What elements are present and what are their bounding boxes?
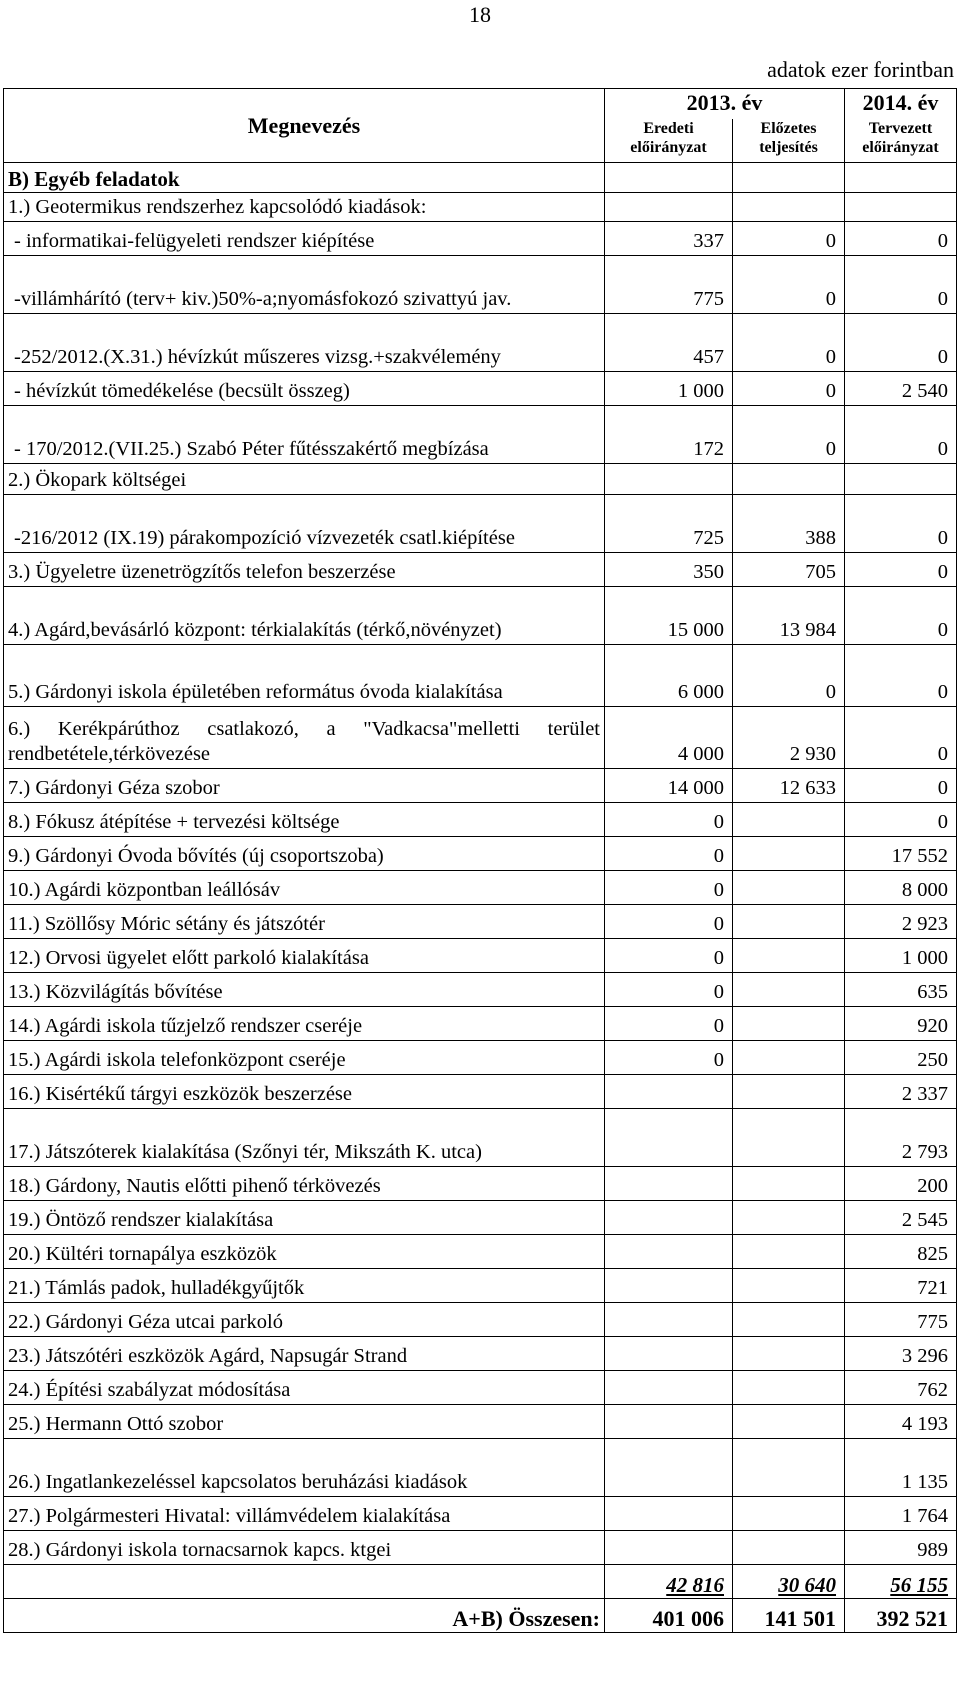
cell-tervezett-2014: 0 xyxy=(845,803,957,837)
cell-elozetes-2013: 12 633 xyxy=(733,769,845,803)
cell-eredeti-2013: 14 000 xyxy=(605,769,733,803)
row-label: 1.) Geotermikus rendszerhez kapcsolódó kiadások: xyxy=(4,193,605,222)
row-label: 23.) Játszótéri eszközök Agárd, Napsugár Strand xyxy=(4,1337,605,1371)
header-tervezett: Tervezett előirányzat xyxy=(845,119,957,163)
cell-elozetes-2013 xyxy=(733,464,845,495)
total-a: 401 006 xyxy=(605,1599,733,1633)
table-row xyxy=(4,495,957,553)
cell-tervezett-2014: 0 xyxy=(845,222,957,256)
cell-tervezett-2014: 1 135 xyxy=(845,1439,957,1497)
cell-tervezett-2014: 762 xyxy=(845,1371,957,1405)
table-row xyxy=(4,1201,957,1235)
row-label: 7.) Gárdonyi Géza szobor xyxy=(4,769,605,803)
cell-tervezett-2014: 1 000 xyxy=(845,939,957,973)
row-label: 12.) Orvosi ügyelet előtt parkoló kialakítása xyxy=(4,939,605,973)
table-row xyxy=(4,973,957,1007)
cell-tervezett-2014: 920 xyxy=(845,1007,957,1041)
row-label: 16.) Kisértékű tárgyi eszközök beszerzése xyxy=(4,1075,605,1109)
cell-eredeti-2013: 0 xyxy=(605,803,733,837)
row-label: 9.) Gárdonyi Óvoda bővítés (új csoportszoba) xyxy=(4,837,605,871)
cell-eredeti-2013: 0 xyxy=(605,973,733,1007)
cell-tervezett-2014 xyxy=(845,464,957,495)
row-label: 6.) Kerékpárúthoz csatlakozó, a "Vadkacsa"melletti terület rendbetétele,térkövezése xyxy=(4,707,605,769)
cell-eredeti-2013 xyxy=(605,1337,733,1371)
row-label: 25.) Hermann Ottó szobor xyxy=(4,1405,605,1439)
row-label: 13.) Közvilágítás bővítése xyxy=(4,973,605,1007)
cell-elozetes-2013 xyxy=(733,1007,845,1041)
table-row xyxy=(4,406,957,464)
cell-elozetes-2013: 705 xyxy=(733,553,845,587)
subtotal-a: 42 816 xyxy=(605,1565,733,1599)
row-label: 8.) Fókusz átépítése + tervezési költsége xyxy=(4,803,605,837)
cell-eredeti-2013 xyxy=(605,464,733,495)
table-row xyxy=(4,645,957,707)
table-row xyxy=(4,1303,957,1337)
table-row xyxy=(4,1371,957,1405)
row-label: 27.) Polgármesteri Hivatal: villámvédelem kialakítása xyxy=(4,1497,605,1531)
row-label: 24.) Építési szabályzat módosítása xyxy=(4,1371,605,1405)
cell-eredeti-2013: 0 xyxy=(605,939,733,973)
cell-eredeti-2013 xyxy=(605,1531,733,1565)
cell-elozetes-2013: 0 xyxy=(733,645,845,707)
cell-tervezett-2014: 2 337 xyxy=(845,1075,957,1109)
cell-elozetes-2013 xyxy=(733,1439,845,1497)
cell-tervezett-2014: 250 xyxy=(845,1041,957,1075)
header-megnevezes: Megnevezés xyxy=(4,89,605,163)
table-row xyxy=(4,222,957,256)
cell-eredeti-2013: 725 xyxy=(605,495,733,553)
cell-eredeti-2013 xyxy=(605,1269,733,1303)
row-label: 18.) Gárdony, Nautis előtti pihenő térkövezés xyxy=(4,1167,605,1201)
row-label: -252/2012.(X.31.) hévízkút műszeres vizsg.+szakvélemény xyxy=(4,314,605,372)
cell-elozetes-2013 xyxy=(733,1405,845,1439)
cell-eredeti-2013: 4 000 xyxy=(605,707,733,769)
cell-tervezett-2014 xyxy=(845,193,957,222)
cell-eredeti-2013: 350 xyxy=(605,553,733,587)
cell-tervezett-2014: 0 xyxy=(845,707,957,769)
table-row xyxy=(4,1531,957,1565)
subtotal-b: 30 640 xyxy=(733,1565,845,1599)
cell-elozetes-2013 xyxy=(733,1201,845,1235)
table-row xyxy=(4,1041,957,1075)
row-label: 28.) Gárdonyi iskola tornacsarnok kapcs. ktgei xyxy=(4,1531,605,1565)
row-label: - informatikai-felügyeleti rendszer kiépítése xyxy=(4,222,605,256)
table-row xyxy=(4,372,957,406)
cell-tervezett-2014: 0 xyxy=(845,495,957,553)
cell-eredeti-2013 xyxy=(605,1405,733,1439)
cell-tervezett-2014: 4 193 xyxy=(845,1405,957,1439)
total-c: 392 521 xyxy=(845,1599,957,1633)
cell-elozetes-2013 xyxy=(733,939,845,973)
row-label: 5.) Gárdonyi iskola épületében református óvoda kialakítása xyxy=(4,645,605,707)
cell-eredeti-2013 xyxy=(605,1167,733,1201)
cell-elozetes-2013: 0 xyxy=(733,406,845,464)
cell-eredeti-2013: 0 xyxy=(605,871,733,905)
cell-tervezett-2014: 0 xyxy=(845,645,957,707)
cell-tervezett-2014: 0 xyxy=(845,314,957,372)
cell-tervezett-2014: 0 xyxy=(845,587,957,645)
cell-elozetes-2013 xyxy=(733,1531,845,1565)
table-row xyxy=(4,1007,957,1041)
cell-elozetes-2013 xyxy=(733,1235,845,1269)
row-label: -villámhárító (terv+ kiv.)50%-a;nyomásfokozó szivattyú jav. xyxy=(4,256,605,314)
cell-elozetes-2013 xyxy=(733,1497,845,1531)
table-row xyxy=(4,939,957,973)
table-row xyxy=(4,587,957,645)
row-label: 20.) Kültéri tornapálya eszközök xyxy=(4,1235,605,1269)
table-row xyxy=(4,1109,957,1167)
total-b: 141 501 xyxy=(733,1599,845,1633)
budget-table xyxy=(3,88,957,1633)
table-row xyxy=(4,464,957,495)
table-row xyxy=(4,553,957,587)
cell-tervezett-2014: 0 xyxy=(845,256,957,314)
cell-eredeti-2013: 0 xyxy=(605,905,733,939)
cell-elozetes-2013 xyxy=(733,1075,845,1109)
cell-elozetes-2013 xyxy=(733,1041,845,1075)
table-row xyxy=(4,1405,957,1439)
cell-elozetes-2013: 388 xyxy=(733,495,845,553)
cell-elozetes-2013 xyxy=(733,803,845,837)
cell-eredeti-2013 xyxy=(605,193,733,222)
table-row xyxy=(4,1235,957,1269)
table-row xyxy=(4,1269,957,1303)
cell-tervezett-2014: 825 xyxy=(845,1235,957,1269)
header-year-2014: 2014. év xyxy=(845,89,957,119)
cell-eredeti-2013: 6 000 xyxy=(605,645,733,707)
cell-eredeti-2013 xyxy=(605,1439,733,1497)
cell-tervezett-2014: 2 793 xyxy=(845,1109,957,1167)
row-label: - hévízkút tömedékelése (becsült összeg) xyxy=(4,372,605,406)
cell-tervezett-2014: 1 764 xyxy=(845,1497,957,1531)
cell-tervezett-2014: 200 xyxy=(845,1167,957,1201)
cell-eredeti-2013: 457 xyxy=(605,314,733,372)
table-row xyxy=(4,1337,957,1371)
row-label: 19.) Öntöző rendszer kialakítása xyxy=(4,1201,605,1235)
cell-tervezett-2014: 0 xyxy=(845,769,957,803)
row-label: 15.) Agárdi iskola telefonközpont cseréje xyxy=(4,1041,605,1075)
header-elozetes: Előzetes teljesítés xyxy=(733,119,845,163)
row-label: -216/2012 (IX.19) párakompozíció vízvezeték csatl.kiépítése xyxy=(4,495,605,553)
row-label: 17.) Játszóterek kialakítása (Szőnyi tér, Mikszáth K. utca) xyxy=(4,1109,605,1167)
table-row xyxy=(4,871,957,905)
subtotal-label xyxy=(4,1565,605,1599)
cell-elozetes-2013 xyxy=(733,1109,845,1167)
cell-eredeti-2013: 775 xyxy=(605,256,733,314)
cell-elozetes-2013: 2 930 xyxy=(733,707,845,769)
table-row xyxy=(4,837,957,871)
cell-elozetes-2013 xyxy=(733,1371,845,1405)
subtotal-c: 56 155 xyxy=(845,1565,957,1599)
row-label: 14.) Agárdi iskola tűzjelző rendszer cseréje xyxy=(4,1007,605,1041)
row-label: - 170/2012.(VII.25.) Szabó Péter fűtésszakértő megbízása xyxy=(4,406,605,464)
total-row xyxy=(4,1599,957,1633)
table-row xyxy=(4,769,957,803)
row-label: 3.) Ügyeletre üzenetrögzítős telefon beszerzése xyxy=(4,553,605,587)
table-row xyxy=(4,803,957,837)
cell-eredeti-2013: 0 xyxy=(605,837,733,871)
table-body xyxy=(4,163,957,1633)
subtotal-row xyxy=(4,1565,957,1599)
table-row xyxy=(4,193,957,222)
cell-eredeti-2013 xyxy=(605,1235,733,1269)
table-row xyxy=(4,707,957,769)
table-row xyxy=(4,1167,957,1201)
cell-elozetes-2013: 0 xyxy=(733,314,845,372)
cell-elozetes-2013: 0 xyxy=(733,222,845,256)
page-number: 18 xyxy=(469,2,491,27)
row-label: 2.) Ökopark költségei xyxy=(4,464,605,495)
cell-eredeti-2013 xyxy=(605,1303,733,1337)
cell-elozetes-2013 xyxy=(733,837,845,871)
cell-eredeti-2013: 0 xyxy=(605,1041,733,1075)
cell-eredeti-2013: 1 000 xyxy=(605,372,733,406)
row-label: 11.) Szöllősy Móric sétány és játszótér xyxy=(4,905,605,939)
row-label: 4.) Agárd,bevásárló központ: térkialakítás (térkő,növényzet) xyxy=(4,587,605,645)
cell-tervezett-2014: 2 545 xyxy=(845,1201,957,1235)
cell-eredeti-2013: 172 xyxy=(605,406,733,464)
cell-eredeti-2013: 15 000 xyxy=(605,587,733,645)
section-title: B) Egyéb feladatok xyxy=(4,163,605,193)
cell-tervezett-2014: 721 xyxy=(845,1269,957,1303)
header-eredeti: Eredeti előirányzat xyxy=(605,119,733,163)
total-label: A+B) Összesen: xyxy=(4,1599,605,1633)
table-row xyxy=(4,314,957,372)
cell-elozetes-2013 xyxy=(733,1269,845,1303)
cell-elozetes-2013 xyxy=(733,1303,845,1337)
cell-eredeti-2013 xyxy=(605,1497,733,1531)
cell-elozetes-2013: 0 xyxy=(733,256,845,314)
cell-tervezett-2014: 635 xyxy=(845,973,957,1007)
cell-eredeti-2013 xyxy=(605,1371,733,1405)
cell-tervezett-2014: 2 540 xyxy=(845,372,957,406)
cell-elozetes-2013 xyxy=(733,871,845,905)
header-year-2013: 2013. év xyxy=(605,89,845,119)
cell-elozetes-2013 xyxy=(733,193,845,222)
unit-note: adatok ezer forintban xyxy=(767,57,954,82)
cell-tervezett-2014: 0 xyxy=(845,553,957,587)
cell-tervezett-2014: 2 923 xyxy=(845,905,957,939)
cell-tervezett-2014: 17 552 xyxy=(845,837,957,871)
row-label: 10.) Agárdi központban leállósáv xyxy=(4,871,605,905)
cell-tervezett-2014: 3 296 xyxy=(845,1337,957,1371)
cell-elozetes-2013: 13 984 xyxy=(733,587,845,645)
cell-elozetes-2013 xyxy=(733,1167,845,1201)
cell-elozetes-2013 xyxy=(733,973,845,1007)
cell-tervezett-2014: 8 000 xyxy=(845,871,957,905)
cell-eredeti-2013 xyxy=(605,1075,733,1109)
row-label: 22.) Gárdonyi Géza utcai parkoló xyxy=(4,1303,605,1337)
cell-tervezett-2014: 0 xyxy=(845,406,957,464)
table-row xyxy=(4,905,957,939)
cell-elozetes-2013 xyxy=(733,905,845,939)
cell-eredeti-2013 xyxy=(605,1109,733,1167)
cell-tervezett-2014: 989 xyxy=(845,1531,957,1565)
row-label: 26.) Ingatlankezeléssel kapcsolatos beruházási kiadások xyxy=(4,1439,605,1497)
cell-elozetes-2013: 0 xyxy=(733,372,845,406)
table-row xyxy=(4,256,957,314)
cell-tervezett-2014: 775 xyxy=(845,1303,957,1337)
table-row xyxy=(4,1497,957,1531)
table-row xyxy=(4,1439,957,1497)
cell-eredeti-2013: 0 xyxy=(605,1007,733,1041)
row-label: 21.) Támlás padok, hulladékgyűjtők xyxy=(4,1269,605,1303)
cell-eredeti-2013 xyxy=(605,1201,733,1235)
cell-eredeti-2013: 337 xyxy=(605,222,733,256)
cell-elozetes-2013 xyxy=(733,1337,845,1371)
table-row xyxy=(4,1075,957,1109)
